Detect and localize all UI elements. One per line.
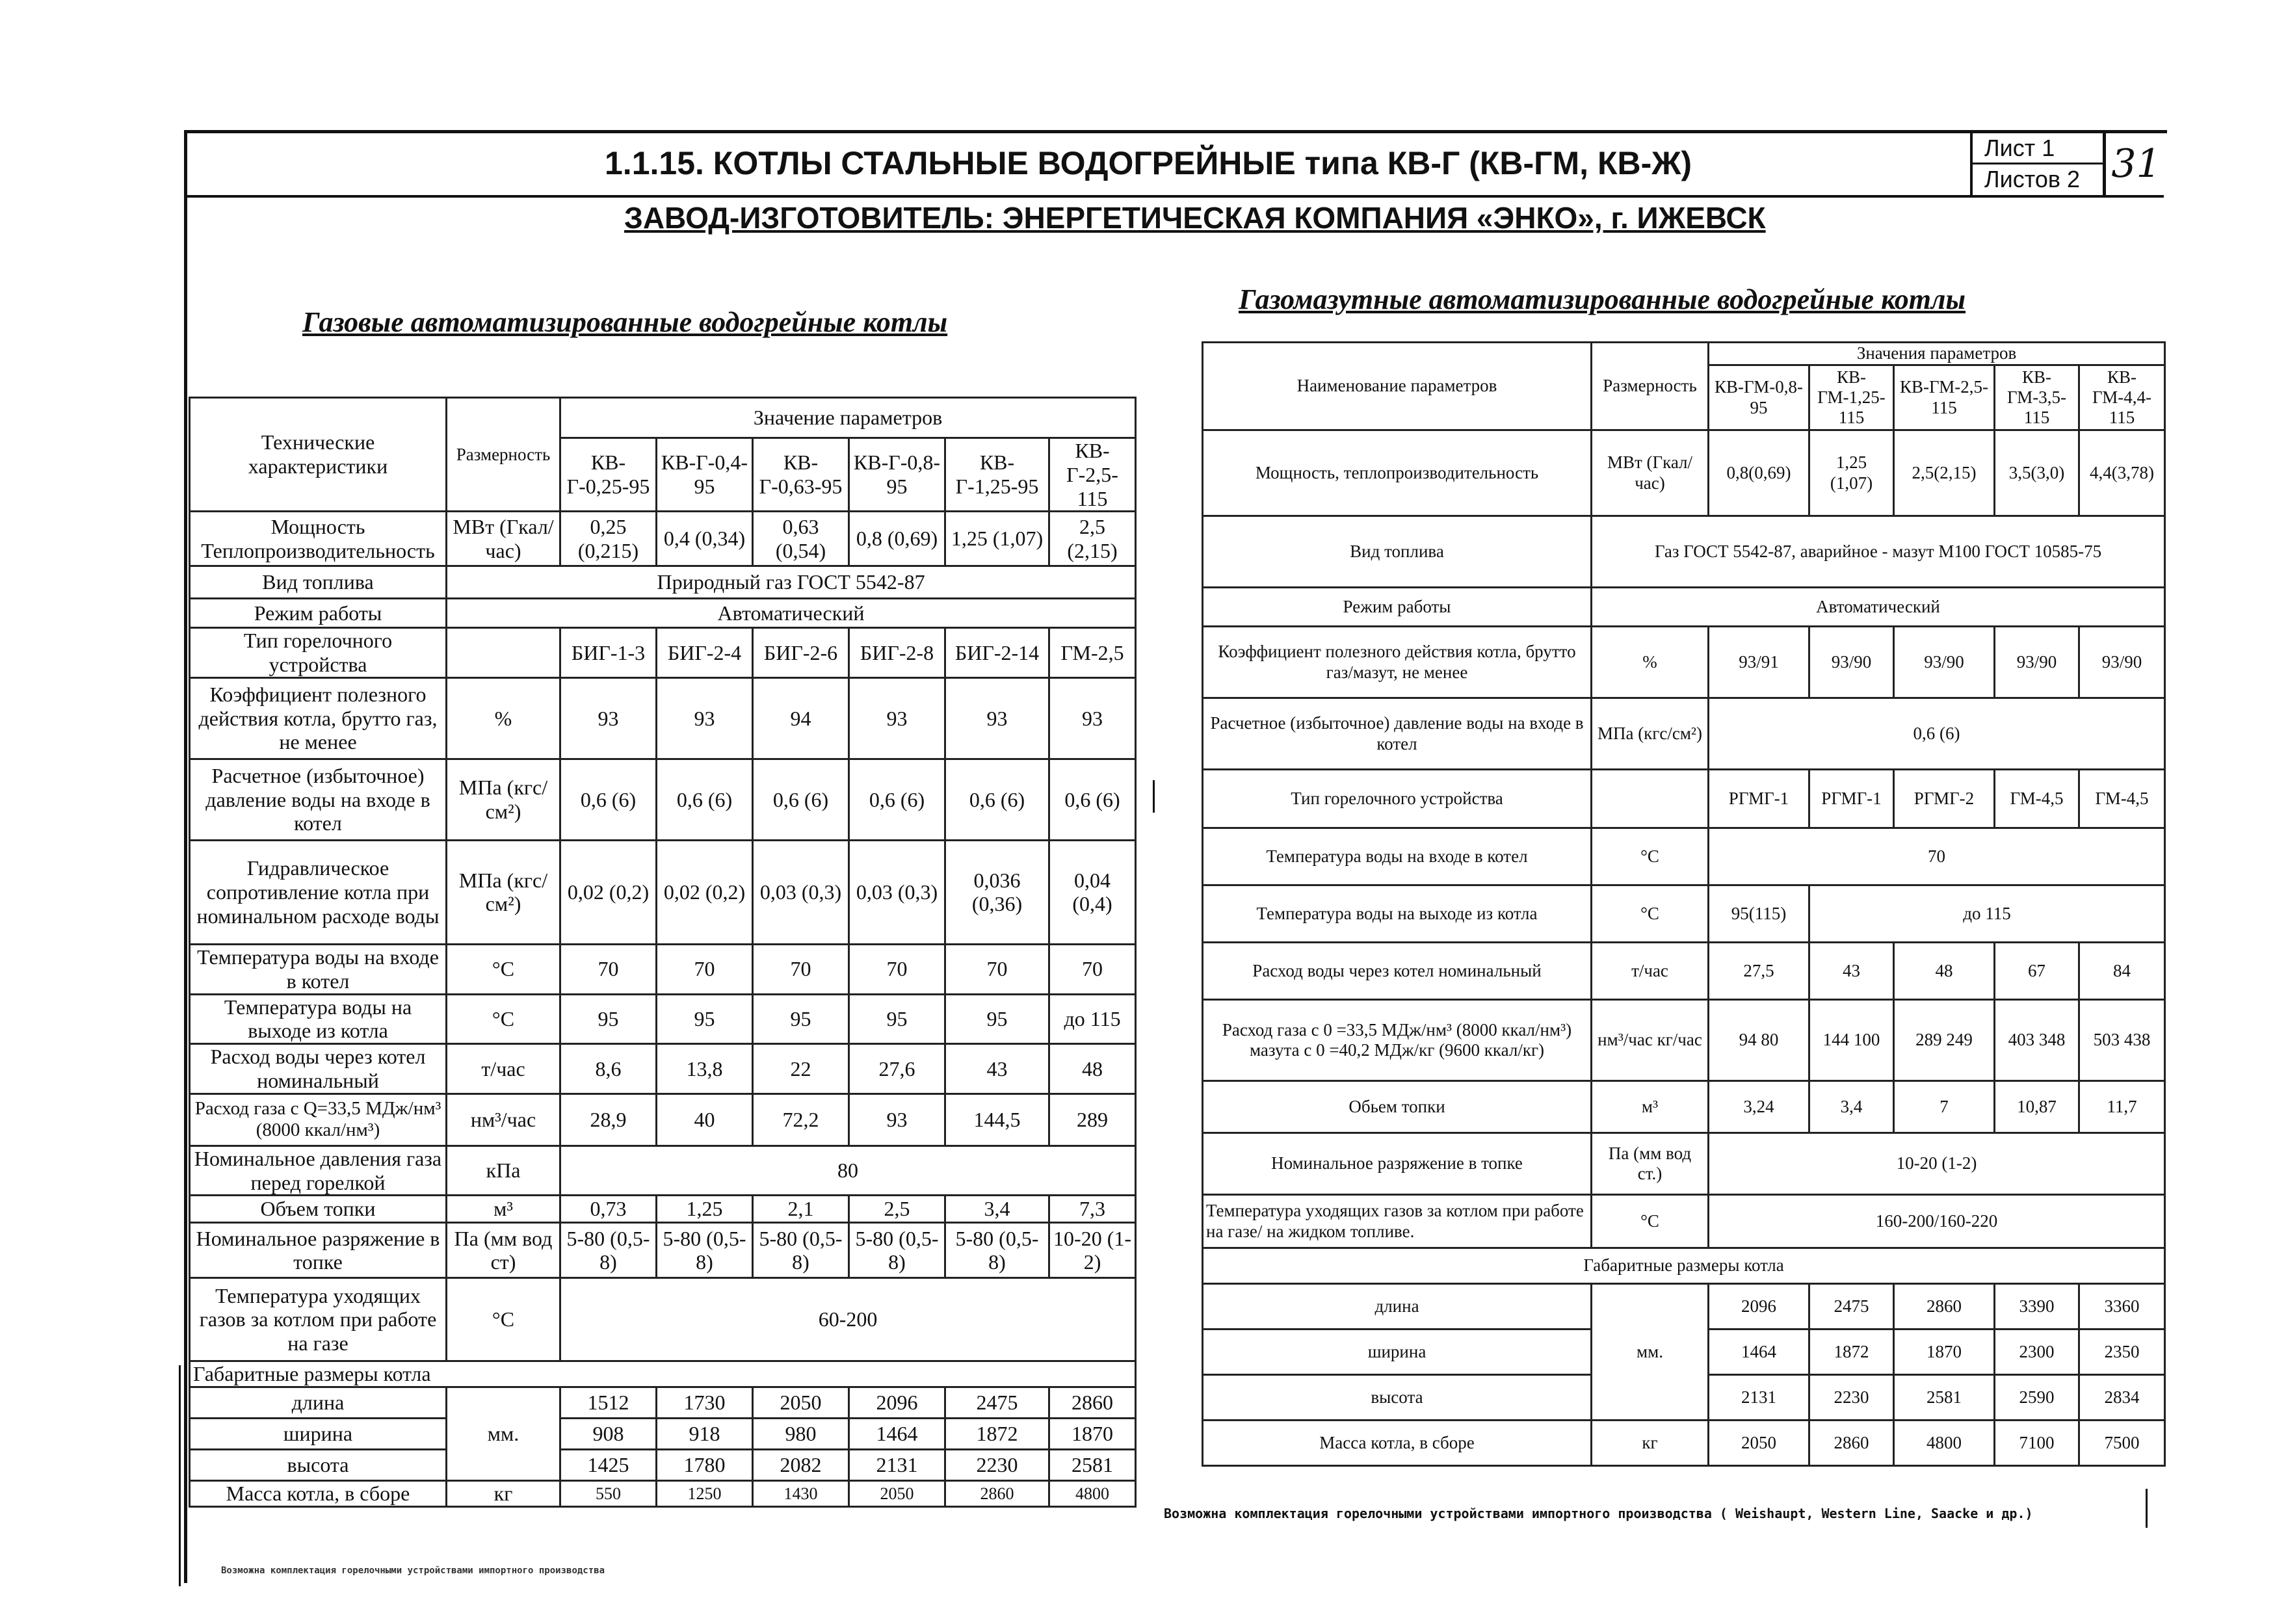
value-cell: 2050 [753, 1387, 849, 1419]
value-cell: 2,1 [753, 1196, 849, 1223]
unit-cell: МПа (кгс/см²) [1592, 698, 1709, 770]
value-cell: 95 [657, 994, 753, 1044]
unit-cell: % [447, 677, 560, 759]
row-label: ширина [1203, 1329, 1592, 1375]
value-cell: 0,25 (0,215) [560, 512, 657, 566]
unit-cell: Па (мм вод ст) [447, 1223, 560, 1278]
value-cell: 2050 [849, 1481, 945, 1507]
model-cell: КВ-ГМ-1,25-115 [1809, 365, 1894, 430]
value-cell: до 115 [1809, 885, 2165, 943]
row-label: Расход воды через котел номинальный [1203, 943, 1592, 1000]
unit-cell [1592, 770, 1709, 828]
value-cell: 0,6 (6) [560, 759, 657, 840]
header-unit: Размерность [447, 398, 560, 512]
row-label: Номинальное давления газа перед горелкой [190, 1146, 447, 1196]
value-cell: 2590 [1995, 1375, 2079, 1421]
value-cell: 2,5(2,15) [1894, 430, 1995, 516]
value-cell: 5-80 (0,5-8) [560, 1223, 657, 1278]
model-cell: КВ-Г-0,63-95 [753, 438, 849, 512]
value-cell: ГМ-4,5 [1995, 770, 2079, 828]
divider-mark [1153, 780, 1155, 813]
row-label: Расчетное (избыточное) давление воды на входе в котел [1203, 698, 1592, 770]
value-cell: 2096 [849, 1387, 945, 1419]
document-title: 1.1.15. КОТЛЫ СТАЛЬНЫЕ ВОДОГРЕЙНЫЕ типа КВ-Г (КВ-ГМ, КВ-Ж) [605, 145, 1692, 181]
value-cell: Автоматический [1592, 588, 2165, 627]
value-cell: 2082 [753, 1450, 849, 1481]
value-cell: 67 [1995, 943, 2079, 1000]
header-characteristics: Технические характеристики [190, 398, 447, 512]
value-cell: 70 [753, 944, 849, 994]
value-cell: 1430 [753, 1481, 849, 1507]
value-cell: до 115 [1049, 994, 1136, 1044]
unit-cell: МВт (Гкал/час) [1592, 430, 1709, 516]
row-label: Мощность Теплопроизводительность [190, 512, 447, 566]
value-cell: 144 100 [1809, 1000, 1894, 1081]
value-cell: 2300 [1995, 1329, 2079, 1375]
value-cell: 70 [945, 944, 1049, 994]
value-cell: 95 [849, 994, 945, 1044]
row-label: Расход газа с Q=33,5 МДж/нм³ (8000 ккал/нм³) [190, 1094, 447, 1146]
value-cell: 289 [1049, 1094, 1136, 1146]
value-cell: 2834 [2079, 1375, 2165, 1421]
page-number: 31 [2103, 133, 2166, 195]
header-name: Наименование параметров [1203, 343, 1592, 430]
value-cell: 7500 [2079, 1421, 2165, 1466]
value-cell: 3,4 [1809, 1081, 1894, 1133]
value-cell: 2860 [945, 1481, 1049, 1507]
value-cell: 95 [753, 994, 849, 1044]
value-cell: 93/90 [2079, 627, 2165, 698]
value-cell: ГМ-2,5 [1049, 628, 1136, 678]
value-cell: 93 [560, 677, 657, 759]
row-label: Температура воды на входе в котел [190, 944, 447, 994]
value-cell: 2860 [1809, 1421, 1894, 1466]
row-label: Коэффициент полезного действия котла, брутто газ/мазут, не менее [1203, 627, 1592, 698]
value-cell: 0,04 (0,4) [1049, 840, 1136, 944]
value-cell: 80 [560, 1146, 1136, 1196]
value-cell: 1730 [657, 1387, 753, 1419]
value-cell: 93/91 [1709, 627, 1809, 698]
value-cell: 5-80 (0,5-8) [657, 1223, 753, 1278]
value-cell: 0,03 (0,3) [849, 840, 945, 944]
row-label: Температура воды на выходе из котла [1203, 885, 1592, 943]
value-cell: 3390 [1995, 1284, 2079, 1329]
value-cell: 0,03 (0,3) [753, 840, 849, 944]
value-cell: 3,24 [1709, 1081, 1809, 1133]
value-cell: 40 [657, 1094, 753, 1146]
value-cell: 27,5 [1709, 943, 1809, 1000]
value-cell: 0,6 (6) [849, 759, 945, 840]
value-cell: 93 [657, 677, 753, 759]
value-cell: 0,6 (6) [657, 759, 753, 840]
frame-edge [179, 1365, 181, 1586]
model-cell: КВ-Г-0,8-95 [849, 438, 945, 512]
value-cell: 0,4 (0,34) [657, 512, 753, 566]
value-cell: 93 [849, 1094, 945, 1146]
unit-cell: °С [447, 1278, 560, 1361]
row-label: Гидравлическое сопротивление котла при номинальном расходе воды [190, 840, 447, 944]
value-cell: БИГ-2-8 [849, 628, 945, 678]
value-cell: 48 [1894, 943, 1995, 1000]
value-cell: 93/90 [1809, 627, 1894, 698]
value-cell: 94 80 [1709, 1000, 1809, 1081]
value-cell: 94 [753, 677, 849, 759]
value-cell: 1464 [849, 1419, 945, 1450]
value-cell: 5-80 (0,5-8) [945, 1223, 1049, 1278]
value-cell: 0,8 (0,69) [849, 512, 945, 566]
value-cell: 0,6 (6) [945, 759, 1049, 840]
value-cell: 93/90 [1894, 627, 1995, 698]
value-cell: 1464 [1709, 1329, 1809, 1375]
sheet-info [1970, 133, 2105, 198]
unit-cell: мм. [1592, 1284, 1709, 1421]
value-cell: 503 438 [2079, 1000, 2165, 1081]
value-cell: 84 [2079, 943, 2165, 1000]
value-cell: 403 348 [1995, 1000, 2079, 1081]
value-cell: 22 [753, 1044, 849, 1094]
value-cell: 2230 [945, 1450, 1049, 1481]
value-cell: 0,6 (6) [1049, 759, 1136, 840]
value-cell: 4800 [1894, 1421, 1995, 1466]
row-label: Расход газа с 0 =33,5 МДж/нм³ (8000 ккал/нм³) мазута с 0 =40,2 МДж/кг (9600 ккал/кг) [1203, 1000, 1592, 1081]
model-cell: КВ-ГМ-2,5-115 [1894, 365, 1995, 430]
value-cell: 0,73 [560, 1196, 657, 1223]
model-cell: КВ-Г-0,25-95 [560, 438, 657, 512]
value-cell: 95 [560, 994, 657, 1044]
row-label: Тип горелочного устройства [190, 628, 447, 678]
row-label: Вид топлива [190, 566, 447, 599]
row-label: Расчетное (избыточное) давление воды на входе в котел [190, 759, 447, 840]
row-label: Температура воды на входе в котел [1203, 828, 1592, 885]
value-cell: 0,036 (0,36) [945, 840, 1049, 944]
value-cell: 160-200/160-220 [1709, 1195, 2165, 1248]
value-cell: РГМГ-1 [1709, 770, 1809, 828]
value-cell: 7 [1894, 1081, 1995, 1133]
unit-cell: т/час [1592, 943, 1709, 1000]
value-cell: 72,2 [753, 1094, 849, 1146]
model-cell: КВ-ГМ-0,8-95 [1709, 365, 1809, 430]
gas-boilers-table [189, 397, 1137, 1508]
unit-cell: кг [1592, 1421, 1709, 1466]
value-cell: 1870 [1894, 1329, 1995, 1375]
value-cell: 8,6 [560, 1044, 657, 1094]
unit-cell: °С [447, 994, 560, 1044]
unit-cell: кПа [447, 1146, 560, 1196]
value-cell: 1780 [657, 1450, 753, 1481]
value-cell: 95(115) [1709, 885, 1809, 943]
row-label: Тип горелочного устройства [1203, 770, 1592, 828]
value-cell: 93 [945, 677, 1049, 759]
row-label: Номинальное разряжение в топке [190, 1223, 447, 1278]
value-cell: БИГ-2-6 [753, 628, 849, 678]
value-cell: 10,87 [1995, 1081, 2079, 1133]
gas-oil-boilers-table [1202, 341, 2166, 1467]
value-cell: 60-200 [560, 1278, 1136, 1361]
row-label: Температура воды на выходе из котла [190, 994, 447, 1044]
manufacturer-title: ЗАВОД-ИЗГОТОВИТЕЛЬ: ЭНЕРГЕТИЧЕСКАЯ КОМПАНИЯ «ЭНКО», г. ИЖЕВСК [624, 201, 1766, 235]
value-cell: РГМГ-2 [1894, 770, 1995, 828]
value-cell: 93/90 [1995, 627, 2079, 698]
value-cell: 11,7 [2079, 1081, 2165, 1133]
row-label: высота [190, 1450, 447, 1481]
value-cell: 7100 [1995, 1421, 2079, 1466]
value-cell: 93 [849, 677, 945, 759]
header-values: Значения параметров [1709, 343, 2165, 365]
value-cell: 0,63 (0,54) [753, 512, 849, 566]
unit-cell: м³ [447, 1196, 560, 1223]
value-cell: 0,02 (0,2) [560, 840, 657, 944]
model-cell: КВ-Г-2,5-115 [1049, 438, 1136, 512]
value-cell: 2050 [1709, 1421, 1809, 1466]
row-label: Мощность, теплопроизводительность [1203, 430, 1592, 516]
value-cell: 550 [560, 1481, 657, 1507]
dims-header: Габаритные размеры котла [190, 1361, 1136, 1387]
value-cell: 0,02 (0,2) [657, 840, 753, 944]
model-cell: КВ-ГМ-3,5-115 [1995, 365, 2079, 430]
value-cell: 7,3 [1049, 1196, 1136, 1223]
value-cell: 2475 [1809, 1284, 1894, 1329]
value-cell: 2,5 [849, 1196, 945, 1223]
value-cell: БИГ-1-3 [560, 628, 657, 678]
value-cell: 43 [1809, 943, 1894, 1000]
value-cell: 0,6 (6) [753, 759, 849, 840]
value-cell: 980 [753, 1419, 849, 1450]
value-cell: РГМГ-1 [1809, 770, 1894, 828]
value-cell: 70 [657, 944, 753, 994]
value-cell: 1512 [560, 1387, 657, 1419]
value-cell: 2475 [945, 1387, 1049, 1419]
row-label: высота [1203, 1375, 1592, 1421]
row-label: Обьем топки [1203, 1081, 1592, 1133]
value-cell: 2350 [2079, 1329, 2165, 1375]
value-cell: Природный газ ГОСТ 5542-87 [447, 566, 1136, 599]
value-cell: 70 [1049, 944, 1136, 994]
value-cell: 2,5 (2,15) [1049, 512, 1136, 566]
value-cell: 10-20 (1-2) [1709, 1133, 2165, 1195]
row-label: Масса котла, в сборе [190, 1481, 447, 1507]
row-label: длина [190, 1387, 447, 1419]
right-footnote: Возможна комплектация горелочными устройствами импортного производства ( Weishaupt, Western Line, Saacke и др.) [1164, 1506, 2033, 1521]
row-label: Температура уходящих газов за котлом при работе на газе [190, 1278, 447, 1361]
value-cell: 144,5 [945, 1094, 1049, 1146]
row-label: Коэффициент полезного действия котла, брутто газ, не менее [190, 677, 447, 759]
sheet-label: Лист 1 [1973, 133, 2103, 164]
row-label: Температура уходящих газов за котлом при работе на газе/ на жидком топливе. [1203, 1195, 1592, 1248]
value-cell: 1870 [1049, 1419, 1136, 1450]
value-cell: 70 [1709, 828, 2165, 885]
value-cell: 2581 [1049, 1450, 1136, 1481]
unit-cell: м³ [1592, 1081, 1709, 1133]
value-cell: ГМ-4,5 [2079, 770, 2165, 828]
value-cell: 10-20 (1-2) [1049, 1223, 1136, 1278]
divider-mark [2146, 1489, 2148, 1528]
unit-cell: нм³/час [447, 1094, 560, 1146]
value-cell: 2230 [1809, 1375, 1894, 1421]
value-cell: 0,8(0,69) [1709, 430, 1809, 516]
value-cell: 93 [1049, 677, 1136, 759]
value-cell: 1,25 (1,07) [1809, 430, 1894, 516]
value-cell: 2860 [1894, 1284, 1995, 1329]
row-label: Номинальное разряжение в топке [1203, 1133, 1592, 1195]
value-cell: 289 249 [1894, 1000, 1995, 1081]
unit-cell: °С [447, 944, 560, 994]
value-cell: 43 [945, 1044, 1049, 1094]
value-cell: 28,9 [560, 1094, 657, 1146]
row-label: Расход воды через котел номинальный [190, 1044, 447, 1094]
value-cell: 95 [945, 994, 1049, 1044]
value-cell: 1872 [945, 1419, 1049, 1450]
value-cell: 0,6 (6) [1709, 698, 2165, 770]
unit-cell: °С [1592, 828, 1709, 885]
value-cell: 5-80 (0,5-8) [849, 1223, 945, 1278]
value-cell: 1872 [1809, 1329, 1894, 1375]
row-label: Вид топлива [1203, 516, 1592, 588]
left-section-title: Газовые автоматизированные водогрейные котлы [302, 306, 948, 338]
value-cell: 3360 [2079, 1284, 2165, 1329]
value-cell: 1,25 [657, 1196, 753, 1223]
value-cell: 1250 [657, 1481, 753, 1507]
value-cell: 2131 [1709, 1375, 1809, 1421]
unit-cell: мм. [447, 1387, 560, 1481]
header-divider [184, 195, 2164, 198]
value-cell: БИГ-2-14 [945, 628, 1049, 678]
unit-cell: кг [447, 1481, 560, 1507]
value-cell: 2096 [1709, 1284, 1809, 1329]
value-cell: 70 [560, 944, 657, 994]
value-cell: 918 [657, 1419, 753, 1450]
value-cell: 4800 [1049, 1481, 1136, 1507]
unit-cell: °С [1592, 1195, 1709, 1248]
unit-cell: МПа (кгс/см²) [447, 840, 560, 944]
value-cell: 5-80 (0,5-8) [753, 1223, 849, 1278]
value-cell: 908 [560, 1419, 657, 1450]
value-cell: Автоматический [447, 599, 1136, 628]
right-section-title: Газомазутные автоматизированные водогрейные котлы [1239, 283, 1966, 315]
value-cell: 48 [1049, 1044, 1136, 1094]
unit-cell: МПа (кгс/см²) [447, 759, 560, 840]
unit-cell: нм³/час кг/час [1592, 1000, 1709, 1081]
model-cell: КВ-Г-1,25-95 [945, 438, 1049, 512]
unit-cell: МВт (Гкал/час) [447, 512, 560, 566]
model-cell: КВ-Г-0,4-95 [657, 438, 753, 512]
header-values: Значение параметров [560, 398, 1136, 438]
value-cell: 13,8 [657, 1044, 753, 1094]
value-cell: 3,5(3,0) [1995, 430, 2079, 516]
value-cell: 1,25 (1,07) [945, 512, 1049, 566]
value-cell: БИГ-2-4 [657, 628, 753, 678]
value-cell: 2860 [1049, 1387, 1136, 1419]
row-label: Режим работы [1203, 588, 1592, 627]
left-footnote: Возможна комплектация горелочными устройствами импортного производства [221, 1565, 605, 1576]
row-label: ширина [190, 1419, 447, 1450]
unit-cell [447, 628, 560, 678]
unit-cell: Па (мм вод ст.) [1592, 1133, 1709, 1195]
dims-header: Габаритные размеры котла [1203, 1248, 2165, 1284]
unit-cell: % [1592, 627, 1709, 698]
row-label: Объем топки [190, 1196, 447, 1223]
unit-cell: °С [1592, 885, 1709, 943]
model-cell: КВ-ГМ-4,4-115 [2079, 365, 2165, 430]
row-label: Масса котла, в сборе [1203, 1421, 1592, 1466]
value-cell: 70 [849, 944, 945, 994]
value-cell: 1425 [560, 1450, 657, 1481]
row-label: длина [1203, 1284, 1592, 1329]
value-cell: 27,6 [849, 1044, 945, 1094]
value-cell: 4,4(3,78) [2079, 430, 2165, 516]
value-cell: Газ ГОСТ 5542-87, аварийное - мазут М100 ГОСТ 10585-75 [1592, 516, 2165, 588]
value-cell: 3,4 [945, 1196, 1049, 1223]
row-label: Режим работы [190, 599, 447, 628]
value-cell: 2581 [1894, 1375, 1995, 1421]
value-cell: 2131 [849, 1450, 945, 1481]
header-unit: Размерность [1592, 343, 1709, 430]
sheets-label: Листов 2 [1984, 166, 2080, 192]
unit-cell: т/час [447, 1044, 560, 1094]
